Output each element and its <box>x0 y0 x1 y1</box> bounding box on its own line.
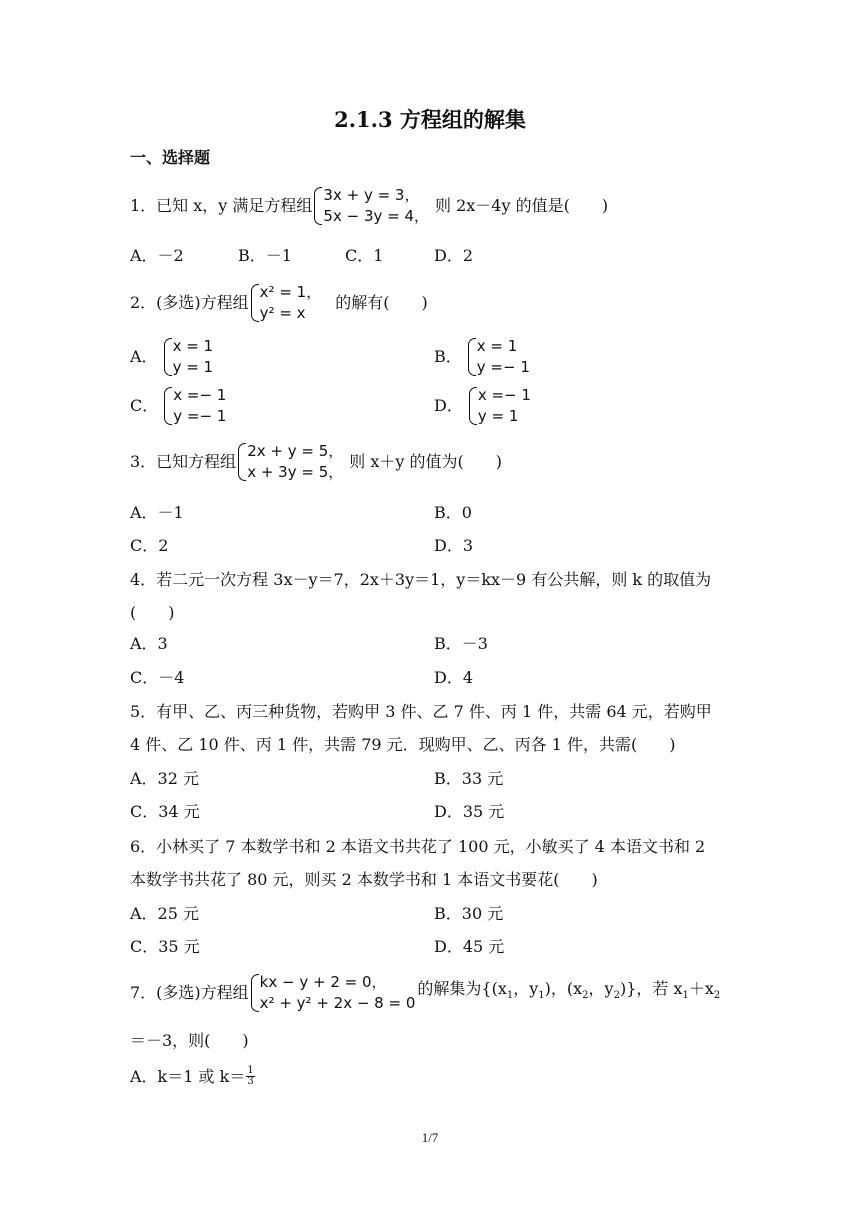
equation: x = 1 <box>172 337 214 355</box>
option-a: A．－2 <box>130 246 184 265</box>
equation: y² = x <box>259 304 306 322</box>
question-4-line-2: ( ) <box>130 603 175 622</box>
equation-system <box>466 336 530 378</box>
equation: x = 1 <box>476 337 518 355</box>
equation: y =− 1 <box>173 407 227 425</box>
option-b: B．－1 <box>238 246 292 265</box>
option-label: A． <box>130 347 158 366</box>
equation: kx − y + 2 = 0， <box>259 973 387 991</box>
equation: 3x + y = 3， <box>323 186 420 204</box>
question-1 <box>130 185 608 227</box>
question-3-suffix: 则 x＋y 的值为( ) <box>349 452 502 471</box>
option-label: C． <box>130 396 159 415</box>
option-c: C．－4 <box>130 668 185 687</box>
equation: x² = 1， <box>259 283 322 301</box>
question-4-line-1: 4．若二元一次方程 3x－y＝7，2x＋3y＝1，y＝kx－9 有公共解，则 k 的取值为 <box>130 570 712 589</box>
option-a: A．32 元 <box>130 769 200 788</box>
equation: y = 1 <box>477 407 519 425</box>
option-text: A．k＝1 或 k＝ <box>130 1066 246 1086</box>
question-2 <box>130 282 428 324</box>
section-heading: 一、选择题 <box>130 148 211 167</box>
equation-system <box>249 972 416 1014</box>
question-3 <box>130 441 502 483</box>
option-label: D． <box>434 396 463 415</box>
question-2-suffix: 的解有( ) <box>335 293 428 312</box>
option-a <box>130 1066 255 1087</box>
question-3-prefix: 3．已知方程组 <box>130 452 237 471</box>
question-7-line-2: ＝－3，则( ) <box>130 1031 249 1050</box>
option-a: A．－1 <box>130 503 184 522</box>
option-d <box>434 385 531 427</box>
equation-system <box>162 336 214 378</box>
question-7 <box>130 972 720 1014</box>
option-c: C．1 <box>345 246 384 265</box>
question-6-line-1: 6．小林买了 7 本数学书和 2 本语文书共花了 100 元，小敏买了 4 本语文书和 2 <box>130 837 706 856</box>
fraction-numerator: 1 <box>247 1065 254 1076</box>
page-title: 2.1.3 方程组的解集 <box>334 107 526 132</box>
question-1-suffix: 则 2x－4y 的值是( ) <box>435 196 609 215</box>
equation: 5x − 3y = 4， <box>323 207 430 225</box>
question-6-line-2: 本数学书共花了 80 元，则买 2 本数学书和 1 本语文书要花( ) <box>130 870 598 889</box>
option-a <box>130 336 213 378</box>
question-5-line-2: 4 件、乙 10 件、丙 1 件，共需 79 元．现购甲、乙、丙各 1 件，共需( ) <box>130 735 676 754</box>
option-d: D．3 <box>434 536 474 555</box>
question-1-prefix: 1．已知 x，y 满足方程组 <box>130 196 313 215</box>
equation: x =− 1 <box>173 386 227 404</box>
equation-system <box>249 282 322 324</box>
question-2-prefix: 2．(多选)方程组 <box>130 293 249 312</box>
option-c: C．2 <box>130 536 169 555</box>
question-7-suffix: 的解集为{($x_1$，$y_1$)，($x_2$，$y_2$)}，若 $x_1+x_2$ <box>417 979 721 1002</box>
equation-system <box>467 385 531 427</box>
option-c: C．35 元 <box>130 937 200 956</box>
option-b: B．－3 <box>434 634 488 653</box>
equation-system <box>236 441 343 483</box>
page-number: 1/7 <box>421 1130 439 1145</box>
option-b: B．0 <box>434 503 472 522</box>
option-d: D．2 <box>434 246 474 265</box>
option-b: B．30 元 <box>434 904 504 923</box>
equation: x² + y² + 2x − 8 = 0 <box>259 994 416 1012</box>
equation: y = 1 <box>172 358 214 376</box>
fraction-denominator: 3 <box>247 1076 254 1087</box>
fraction <box>246 1066 254 1087</box>
option-b: B．33 元 <box>434 769 504 788</box>
option-d: D．4 <box>434 668 474 687</box>
option-c <box>130 385 226 427</box>
equation: 2x + y = 5， <box>247 442 344 460</box>
equation-system <box>312 185 429 227</box>
equation: x =− 1 <box>477 386 531 404</box>
option-label: B． <box>434 347 462 366</box>
question-7-prefix: 7．(多选)方程组 <box>130 983 249 1002</box>
equation: x + 3y = 5， <box>247 463 344 481</box>
equation: y =− 1 <box>476 358 530 376</box>
question-5-line-1: 5．有甲、乙、丙三种货物，若购甲 3 件、乙 7 件、丙 1 件，共需 64 元，若购甲 <box>130 702 712 721</box>
option-a: A．25 元 <box>130 904 200 923</box>
option-d: D．35 元 <box>434 802 505 821</box>
option-d: D．45 元 <box>434 937 505 956</box>
equation-system <box>162 385 226 427</box>
option-a: A．3 <box>130 634 168 653</box>
option-c: C．34 元 <box>130 802 200 821</box>
option-b <box>434 336 530 378</box>
